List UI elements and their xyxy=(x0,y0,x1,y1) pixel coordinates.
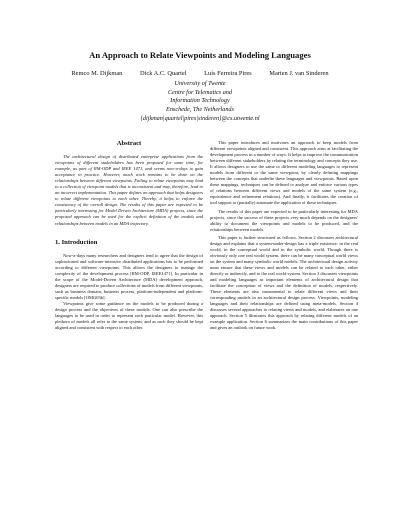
right-column xyxy=(210,140,358,331)
author-emails: {dijkman|quartel|pires|sinderen}@cs.utwente.nl xyxy=(140,114,260,122)
author-list xyxy=(0,70,400,78)
body-paragraph: The results of this paper are expected to be particularly interesting for MDA projects, since the success of these projects very much depends on the designers' ability to document the viewpoints and models to be produced, and the relationships between models. xyxy=(210,208,358,232)
abstract-text: The architectural design of distributed enterprise applications from the viewpoints of different stakeholders has been proposed for some time, for example, as part of RM-ODP and IEEE 1471, and seems now-a-days to gain acceptance in practice. However, much work remains to be done on the relationships between different viewpoints. Failing to relate viewpoints may lead to a collection of viewpoint models that is inconsistent and may, therefore, lead to an incorrect implementation. This paper defines an approach that helps designers to relate different viewpoints to each other. Thereby, it helps to enforce the consistency of the overall design. The results of this paper are expected to be particularly interesting for Model Driven Architecture (MDA) projects, since the proposed approach can be used for the explicit definition of the models and relationships between models in an MDA trajectory. xyxy=(55,154,203,226)
affiliation-line: Information Technology xyxy=(170,97,230,105)
body-paragraph: This paper introduces and motivates an approach to keep models from different viewpoints aligned and consistent. This approach aims at facilitating the development process in a number of ways. It helps to improve the communication between different stakeholders by relating the terminology and concepts they use. It allows designers to use the same or different modeling languages to represent models from different or the same viewpoint, by clearly defining mappings between the concepts that underlie these languages and viewpoints. Based upon these mappings, techniques can be defined to analyze and enforce various types of relations between different views and models of the same system (e.g., equivalence and refinement relations). And finally, it facilitates the creation of tool support to (partially) automate the application of these techniques. xyxy=(210,140,358,206)
author-name: Luís Ferreira Pires xyxy=(204,70,252,77)
affiliation-line: Enschede, The Netherlands xyxy=(166,106,234,114)
abstract-heading: Abstract xyxy=(116,140,142,147)
author-name: Remco M. Dijkman xyxy=(71,70,123,77)
author-name: Dick A.C. Quartel xyxy=(139,70,187,77)
body-paragraph: Viewpoints give some guidance on the models to be produced during a design process and the objectives of these models. One can also prescribe the languages to be used in order to represent each particular model. However, this plethora of models all refer to the same system, and as such they should be kept aligned and consistent with respect to each other. xyxy=(55,300,203,331)
section-heading-introduction: 1. Introduction xyxy=(55,238,98,246)
paper-title: An Approach to Relate Viewpoints and Modeling Languages xyxy=(89,50,311,60)
body-paragraph: Now-a-days many researchers and designers tend to agree that the design of sophisticated and software-intensive distributed applications has to be performed according to different viewpoints. This allows the designers to manage the complexity of the development process [RM-ODP, IEEE1471]. In particular in the scope of the Model-Driven Architecture (MDA) development approach, designers are required to produce collections of models from different viewpoints, such as business domain, business process, platform-independent and platform-specific models [OMG03b]. xyxy=(55,252,203,300)
body-paragraph: This paper is further structured as follows. Section 2 discusses architectural design and explains that a system-under-design has a triple existence: in the real world, in the conceptual world and in the symbolic world. Though there is obviously only one real world system, there can be many conceptual world views on the system and many symbolic world models. The architectural design activity must ensure that these views and models can be related to each other, either directly or indirectly, and to the real world system. Section 3 discusses viewpoints and modeling languages as important elements of architectural design that facilitate the conception of views and the definition of models, respectively. These elements are also instrumental to relate different views and their corresponding models in an architectural design process. Viewpoints, modeling languages and their relationships are defined using meta-models. Section 4 discusses several approaches to relating views and models, and elaborates on one approach. Section 5 illustrates this approach by relating different models of an example application. Section 6 summarizes the main contributions of this paper and gives an outlook on future work. xyxy=(210,234,358,331)
left-column xyxy=(55,140,203,331)
affiliation-line: University of Twente xyxy=(174,80,226,87)
author-name: Marten J. van Sinderen xyxy=(269,70,329,77)
affiliation-line: Centre for Telematics and xyxy=(168,88,232,96)
affiliation-block xyxy=(0,80,400,124)
